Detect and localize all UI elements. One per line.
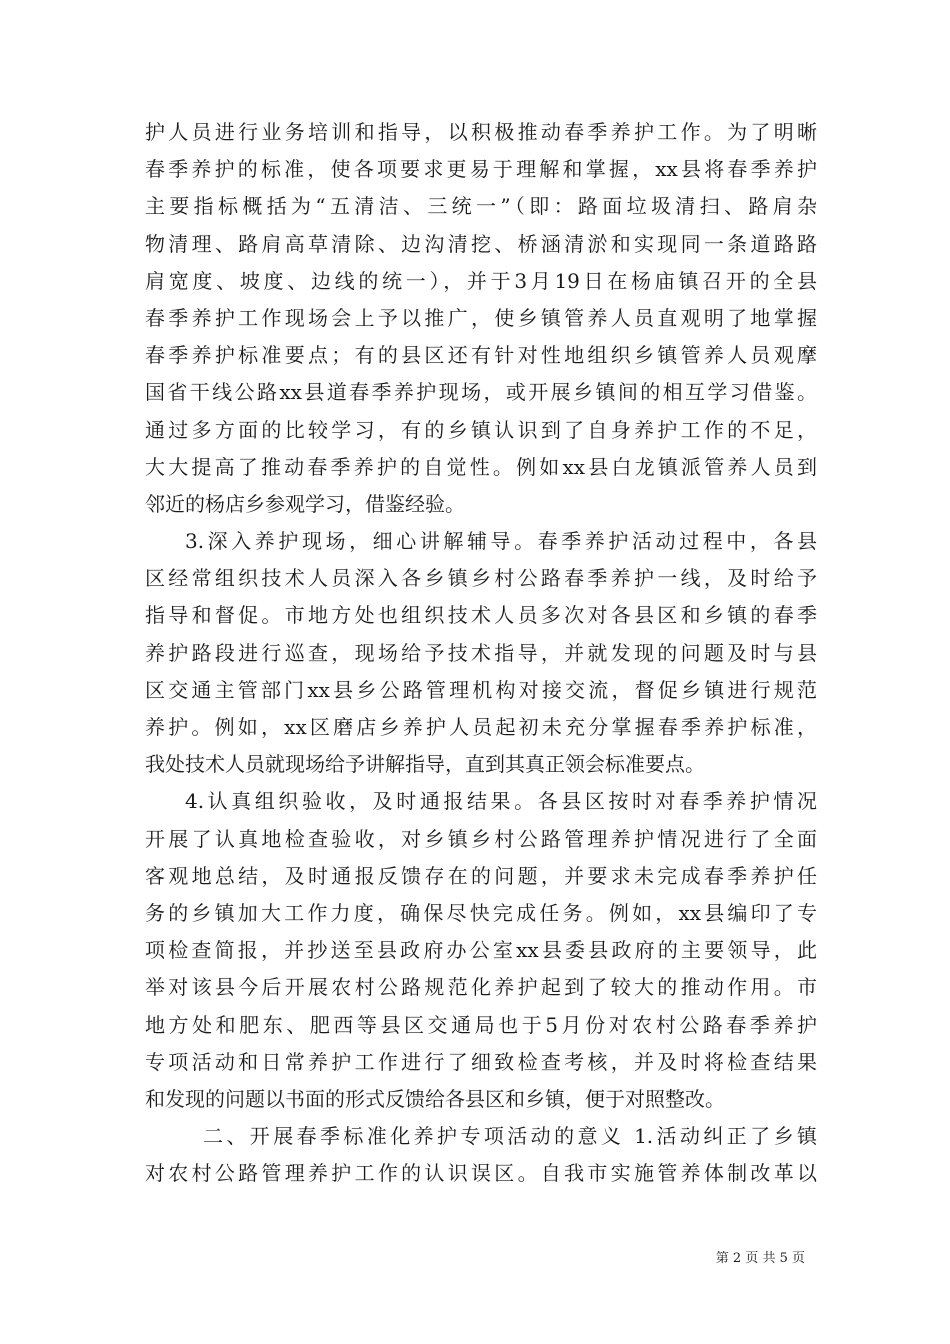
text-line: 国省干线公路xx县道春季养护现场，或开展乡镇间的相互学习借鉴。	[145, 380, 817, 405]
text-line: 3.深入养护现场，细心讲解辅导。春季养护活动过程中，各县	[185, 529, 817, 554]
text-line: 春季养护标准要点；有的县区还有针对性地组织乡镇管养人员观摩	[145, 343, 817, 368]
text-line: 务的乡镇加大工作力度，确保尽快完成任务。例如，xx县编印了专	[145, 900, 817, 925]
text-line: 通过多方面的比较学习，有的乡镇认识到了自身养护工作的不足，	[145, 417, 817, 442]
text-line: 养护。例如，xx区磨店乡养护人员起初未充分掌握春季养护标准，	[145, 715, 817, 739]
text-line: 护人员进行业务培训和指导，以积极推动春季养护工作。为了明晰	[145, 120, 817, 144]
text-line: 区经常组织技术人员深入各乡镇乡村公路春季养护一线，及时给予	[145, 566, 817, 591]
document-body	[145, 114, 817, 1192]
text-line: 我处技术人员就现场给予讲解指导，直到其真正领会标准要点。	[145, 752, 705, 777]
page-number: 第 2 页 共 5 页	[715, 1251, 805, 1266]
text-line: 客观地总结，及时通报反馈存在的问题，并要求未完成春季养护任	[145, 863, 817, 888]
text-line: 和发现的问题以书面的形式反馈给各县区和乡镇，便于对照整改。	[145, 1086, 725, 1111]
text-line: 春季养护的标准，使各项要求更易于理解和掌握，xx县将春季养护	[145, 157, 817, 182]
text-line: 主要指标概括为“五清洁、三统一”（即：路面垃圾清扫、路肩杂	[145, 194, 817, 219]
text-line: 物清理、路肩高草清除、边沟清挖、桥涵清淤和实现同一条道路路	[145, 231, 817, 256]
text-line: 对农村公路管理养护工作的认识误区。自我市实施管养体制改革以	[145, 1161, 817, 1186]
text-line: 指导和督促。市地方处也组织技术人员多次对各县区和乡镇的春季	[145, 603, 817, 628]
text-line: 4.认真组织验收，及时通报结果。各县区按时对春季养护情况	[185, 789, 817, 814]
text-line: 开展了认真地检查验收，对乡镇乡村公路管理养护情况进行了全面	[145, 826, 817, 851]
text-line: 二、开展春季标准化养护专项活动的意义 1.活动纠正了乡镇	[203, 1124, 817, 1149]
text-line: 大大提高了推动春季养护的自觉性。例如xx县白龙镇派管养人员到	[145, 454, 817, 479]
text-line: 肩宽度、坡度、边线的统一），并于3月19日在杨庙镇召开的全县	[145, 268, 817, 293]
text-line: 项检查简报，并抄送至县政府办公室xx县委县政府的主要领导，此	[145, 938, 817, 963]
text-line: 区交通主管部门xx县乡公路管理机构对接交流，督促乡镇进行规范	[145, 677, 817, 702]
text-line: 地方处和肥东、肥西等县区交通局也于5月份对农村公路春季养护	[145, 1012, 817, 1037]
text-line: 养护路段进行巡查，现场给予技术指导，并就发现的问题及时与县	[145, 640, 817, 665]
text-line: 邻近的杨店乡参观学习，借鉴经验。	[145, 491, 465, 516]
text-line: 专项活动和日常养护工作进行了细致检查考核，并及时将检查结果	[145, 1049, 817, 1074]
text-line: 春季养护工作现场会上予以推广，使乡镇管养人员直观明了地掌握	[145, 305, 817, 330]
text-line: 举对该县今后开展农村公路规范化养护起到了较大的推动作用。市	[145, 975, 817, 1000]
